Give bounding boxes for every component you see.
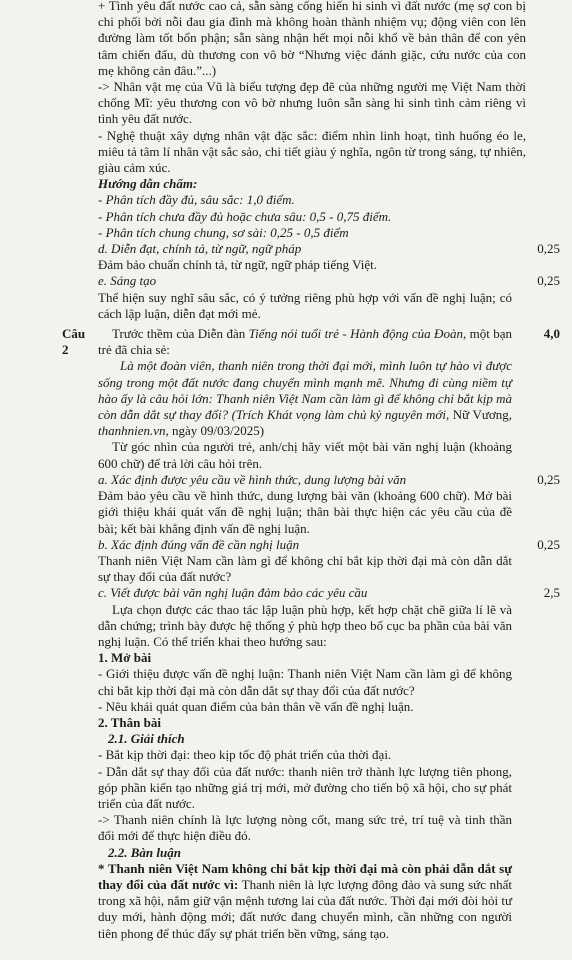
c2-b-score: 0,25 bbox=[537, 536, 560, 552]
question-2-task: Từ góc nhìn của người trẻ, anh/chị hãy viết một bài văn nghị luận (khoảng 600 chữ) để trả lời câu hỏi trên. bbox=[98, 439, 512, 471]
quote-text: Là một đoàn viên, thanh niên trong thời đại mới, mình luôn tự hào vì được sống trong một đất nước đang chuyển mình mạnh mẽ. Nhưng đi cùng niềm tự hào ấy là câu hỏi lớn: Thanh niên Việt Nam cần làm gì để không chỉ bắt kịp mà còn dẫn dắt sự thay đổi? (Trích bbox=[98, 358, 512, 423]
c2-a-text: Đảm bảo yêu cầu về hình thức, dung lượng bài văn (khoảng 600 chữ). Mở bài giới thiệu khái quát vấn đề nghị luận; thân bài thực hiện các yêu cầu của đề bài; kết bài khẳng định vấn đề nghị luận. bbox=[98, 488, 512, 536]
intro-suffix: , một bạn trẻ đã chia sẻ: bbox=[98, 326, 513, 358]
question-2-row bbox=[0, 326, 572, 472]
question-2-label: Câu 2 bbox=[62, 326, 86, 358]
paragraph-mother-symbol: -> Nhân vật mẹ của Vũ là biểu tượng đẹp đẽ của những người mẹ Việt Nam thời chống Mĩ: yêu thương con vô bờ nhưng luôn sẵn sàng hi sinh tình cảm riêng vì tình yêu đất nước. bbox=[98, 79, 526, 127]
question-2-score: 4,0 bbox=[543, 326, 560, 342]
explain-item: - Bắt kịp thời đại: theo kịp tốc độ phát triển của thời đại. bbox=[98, 747, 392, 763]
mo-bai-item: - Giới thiệu được vấn đề nghị luận: Thanh niên Việt Nam cần làm gì để không chỉ bắt kịp thời đại mà còn dẫn dắt sự thay đổi của đất nước? bbox=[98, 666, 512, 698]
answer-continuation bbox=[0, 0, 572, 241]
c2-a-title: a. Xác định được yêu cầu về hình thức, dung lượng bài văn bbox=[98, 471, 407, 487]
c2-b-title: b. Xác định đúng vấn đề cần nghị luận bbox=[98, 536, 300, 552]
c2-b-text: Thanh niên Việt Nam cần làm gì để không chỉ bắt kịp thời đại mà còn dẫn dắt sự thay đổi của đất nước? bbox=[98, 552, 512, 585]
question-2-quote bbox=[98, 358, 512, 439]
grading-item: - Phân tích đầy đủ, sâu sắc: 1,0 điểm. bbox=[98, 192, 295, 208]
question-2-intro bbox=[98, 326, 512, 358]
c2-c-row bbox=[0, 585, 572, 941]
criteria-e-title: e. Sáng tạo bbox=[98, 273, 157, 289]
c2-c-title: c. Viết được bài văn nghị luận đảm bảo các yêu cầu bbox=[98, 585, 368, 601]
criteria-d-text: Đảm bảo chuẩn chính tả, từ ngữ, ngữ pháp tiếng Việt. bbox=[98, 257, 377, 273]
intro-prefix: Trước thềm của Diễn đàn bbox=[112, 326, 249, 342]
criteria-e-text: Thể hiện suy nghĩ sâu sắc, có ý tưởng riêng phù hợp với vấn đề nghị luận; có cách lập luận, diễn đạt mới mẻ. bbox=[98, 289, 512, 321]
grading-heading: Hướng dẫn chấm: bbox=[98, 176, 198, 192]
criteria-e-score: 0,25 bbox=[537, 273, 560, 289]
paragraph-mother-love: + Tình yêu đất nước cao cả, sẵn sàng cống hiến hi sinh vì đất nước (mẹ sợ con bị chi phối bởi nỗi đau gia đình mà không hoàn thành nhiệm vụ; động viên con lên đường làm tốt bổn phận; sẵn sàng nhận hết mọi nỗi khổ về bản thân để con yên tâm chiến đấu, dù thương con vô bờ “Nhưng việc đánh giặc, cứu nước của con mẹ không cản đâu.”...) bbox=[98, 0, 526, 78]
quote-source-author: , Nữ Vương, bbox=[445, 407, 513, 423]
discuss-tail: Thanh niên là lực lượng đông đảo và sung sức nhất trong xã hội, nắm giữ vận mệnh tương lai của đất nước. Thời đại mới đòi hỏi tư duy mới, hành động mới; đất nước đang chuyển mình, cần những con người tiên phong để thúc đẩy sự phát triển bền vững, sáng tạo. bbox=[98, 876, 512, 941]
paragraph-art: - Nghệ thuật xây dựng nhân vật đặc sắc: điểm nhìn linh hoạt, tình huống éo le, miêu tả tâm lí nhân vật sắc sảo, chi tiết giàu ý nghĩa, ngôn từ trong sáng, tự nhiên, giàu cảm xúc. bbox=[98, 127, 526, 176]
intro-forum: Tiếng nói tuổi trẻ - Hành động của Đoàn bbox=[248, 326, 463, 342]
c2-a-score: 0,25 bbox=[537, 471, 560, 487]
mo-bai-heading: 1. Mở bài bbox=[98, 650, 152, 666]
quote-source-title: Khát vọng làm chủ kỷ nguyên mới bbox=[266, 407, 446, 423]
c2-c-text: Lựa chọn được các thao tác lập luận phù hợp, kết hợp chặt chẽ giữa lí lẽ và dẫn chứng; trình bày được hệ thống ý phù hợp theo bố cục ba phần của bài văn nghị luận. Có thể triển khai theo hướng sau: bbox=[98, 601, 512, 649]
criteria-d-title: d. Diễn đạt, chính tả, từ ngữ, ngữ pháp bbox=[98, 241, 302, 257]
discuss-lead: * Thanh niên Việt Nam không chỉ bắt kịp thời đại mà còn phải dẫn dắt sự thay đổi của đất nước vì: bbox=[98, 860, 512, 892]
quote-source-site: thanhnien.vn bbox=[98, 423, 166, 439]
explain-item: -> Thanh niên chính là lực lượng nòng cốt, mang sức trẻ, trí tuệ và tinh thần đổi mới để thực hiện điều đó. bbox=[98, 812, 512, 844]
criteria-d-row bbox=[0, 241, 572, 273]
grading-item: - Phân tích chung chung, sơ sài: 0,25 - 0,5 điểm bbox=[98, 224, 349, 240]
criteria-d-score: 0,25 bbox=[537, 241, 560, 257]
discuss-paragraph bbox=[98, 861, 512, 942]
quote-source-date: , ngày 09/03/2025) bbox=[165, 423, 265, 439]
c2-c-score: 2,5 bbox=[543, 585, 560, 601]
than-bai-heading: 2. Thân bài bbox=[98, 714, 161, 730]
mo-bai-item: - Nêu khái quát quan điểm của bản thân về vấn đề nghị luận. bbox=[98, 698, 414, 714]
c2-b-row bbox=[0, 537, 572, 586]
sub-heading-discuss: 2.2. Bàn luận bbox=[108, 844, 181, 860]
criteria-e-row bbox=[0, 273, 572, 322]
c2-a-row bbox=[0, 472, 572, 537]
explain-item: - Dẫn dắt sự thay đổi của đất nước: thanh niên trở thành lực lượng tiên phong, góp phần kiến tạo những giá trị mới, mở đường cho tiến bộ xã hội, cho sự phát triển của đất nước. bbox=[98, 763, 512, 811]
grading-item: - Phân tích chưa đầy đủ hoặc chưa sâu: 0,5 - 0,75 điểm. bbox=[98, 208, 392, 224]
sub-heading-explain: 2.1. Giải thích bbox=[108, 731, 185, 747]
